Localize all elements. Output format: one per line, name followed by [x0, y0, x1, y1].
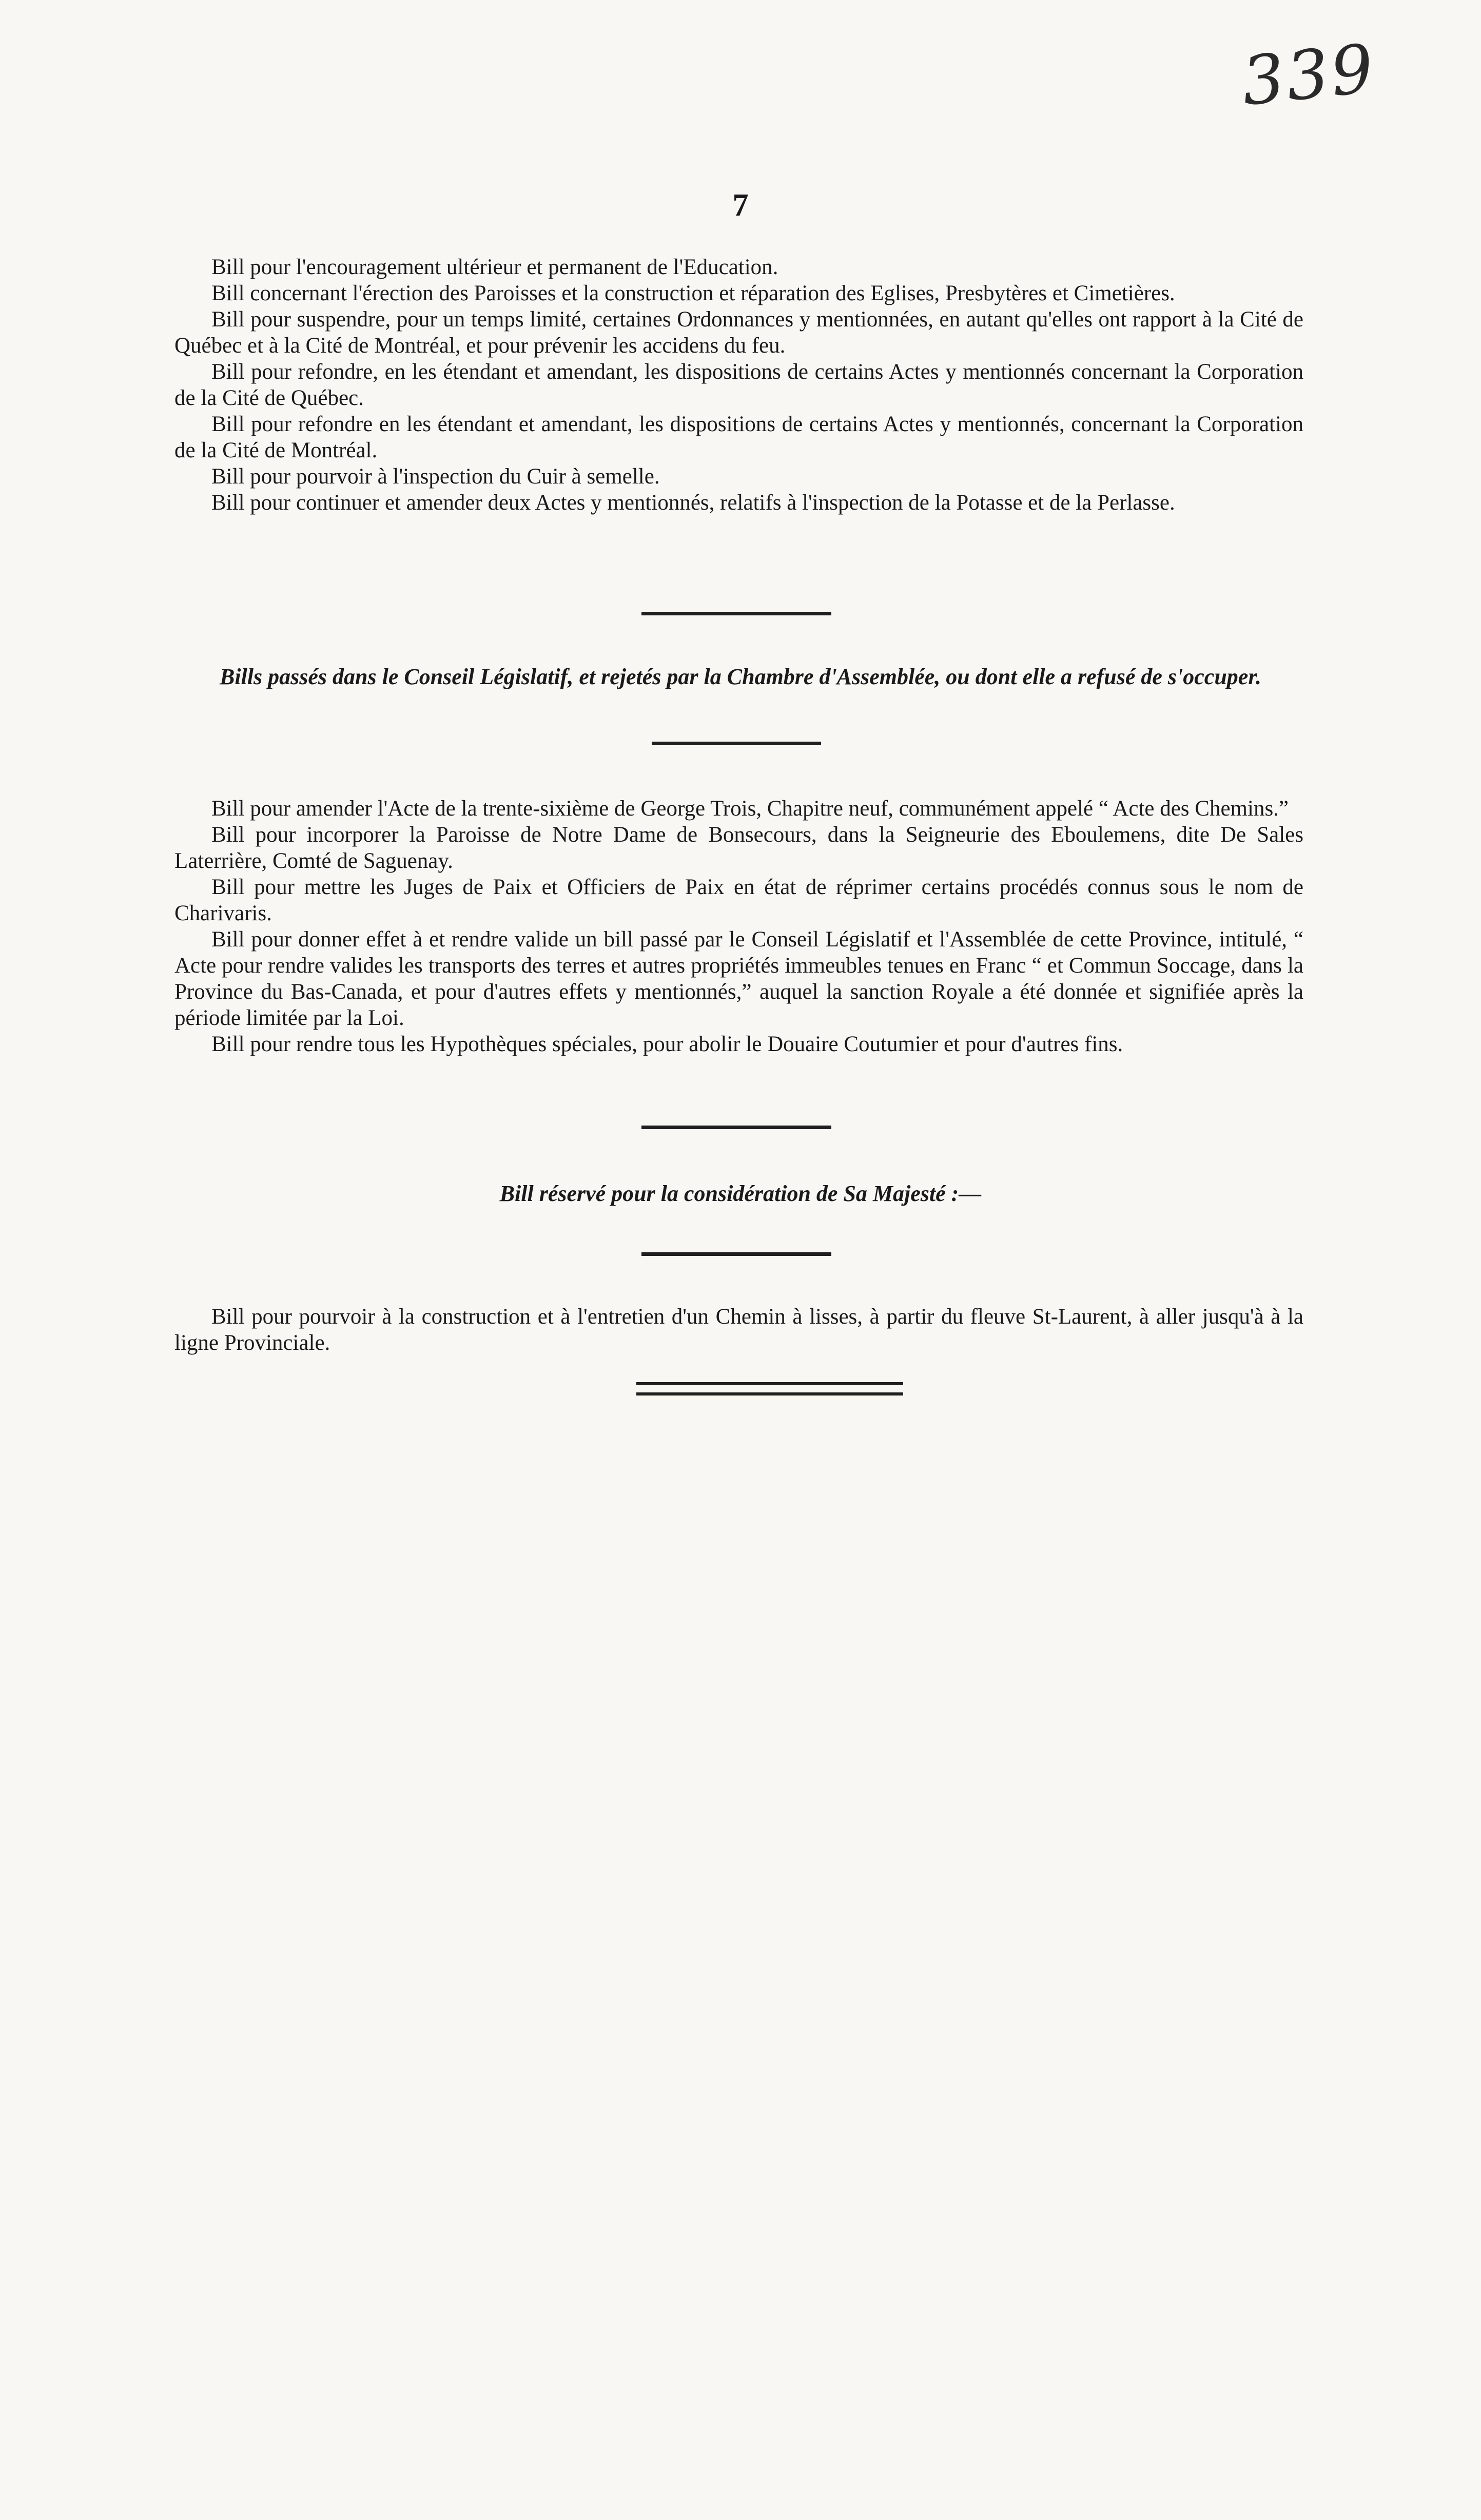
bill-item: Bill pour pourvoir à l'inspection du Cuir à semelle.: [211, 464, 660, 489]
bill-item: Bill concernant l'érection des Paroisses et la construction et réparation des Eglises, Presbytères et Cimetières.: [211, 281, 1175, 305]
closing-double-rule: [636, 1382, 903, 1395]
bill-item: Bill pour pourvoir à la construction et à l'entretien d'un Chemin à lisses, à partir du fleuve St-Laurent, à aller jusqu'à à la ligne Provinciale.: [174, 1305, 1303, 1355]
bill-item: Bill pour refondre, en les étendant et amendant, les dispositions de certains Actes y mentionnés concernant la Corporation de la Cité de Québec.: [174, 360, 1303, 410]
bill-item: Bill pour suspendre, pour un temps limité, certaines Ordonnances y mentionnées, en autant qu'elles ont rapport à la Cité de Québec et à la Cité de Montréal, et pour prévenir les accidens du feu.: [174, 307, 1303, 358]
reserved-bill-list: [174, 1304, 1303, 1356]
bill-item: Bill pour amender l'Acte de la trente-sixième de George Trois, Chapitre neuf, communément appelé “ Acte des Chemins.”: [211, 797, 1289, 821]
bill-item: Bill pour l'encouragement ultérieur et permanent de l'Education.: [211, 255, 778, 279]
section-divider: [641, 612, 831, 615]
first-bill-list: [174, 254, 1303, 516]
handwritten-page-number: 339: [1238, 29, 1379, 121]
section-divider: [641, 1126, 831, 1129]
rejected-bills-heading: Bills passés dans le Conseil Législatif, et rejetés par la Chambre d'Assemblée, ou dont elle a refusé de s'occuper.: [219, 664, 1262, 689]
reserved-bill-heading: Bill réservé pour la considération de Sa Majesté :—: [499, 1181, 982, 1206]
bill-item: Bill pour donner effet à et rendre valide un bill passé par le Conseil Législatif et l'Assemblée de cette Province, intitulé, “ Acte pour rendre valides les transports des terres et autres propriétés immeubles tenues en Franc “ et Commun Soccage, dans la Province du Bas-Canada, et pour d'autres effets y mentionnés,” auquel la sanction Royale a été donnée et signifiée après la période limitée par la Loi.: [174, 927, 1303, 1030]
section-divider: [652, 742, 821, 745]
bill-item: Bill pour refondre en les étendant et amendant, les dispositions de certains Actes y mentionnés, concernant la Corporation de la Cité de Montréal.: [174, 412, 1303, 462]
bill-item: Bill pour continuer et amender deux Actes y mentionnés, relatifs à l'inspection de la Potasse et de la Perlasse.: [211, 491, 1175, 515]
section-divider: [641, 1252, 831, 1256]
bill-item: Bill pour rendre tous les Hypothèques spéciales, pour abolir le Douaire Coutumier et pour d'autres fins.: [211, 1032, 1123, 1056]
bill-item: Bill pour mettre les Juges de Paix et Officiers de Paix en état de réprimer certains procédés connus sous le nom de Charivaris.: [174, 875, 1303, 925]
rejected-bill-list: [174, 796, 1303, 1057]
printed-page-number: 7: [732, 188, 749, 223]
bill-item: Bill pour incorporer la Paroisse de Notre Dame de Bonsecours, dans la Seigneurie des Eboulemens, dite De Sales Laterrière, Comté de Saguenay.: [174, 823, 1303, 873]
